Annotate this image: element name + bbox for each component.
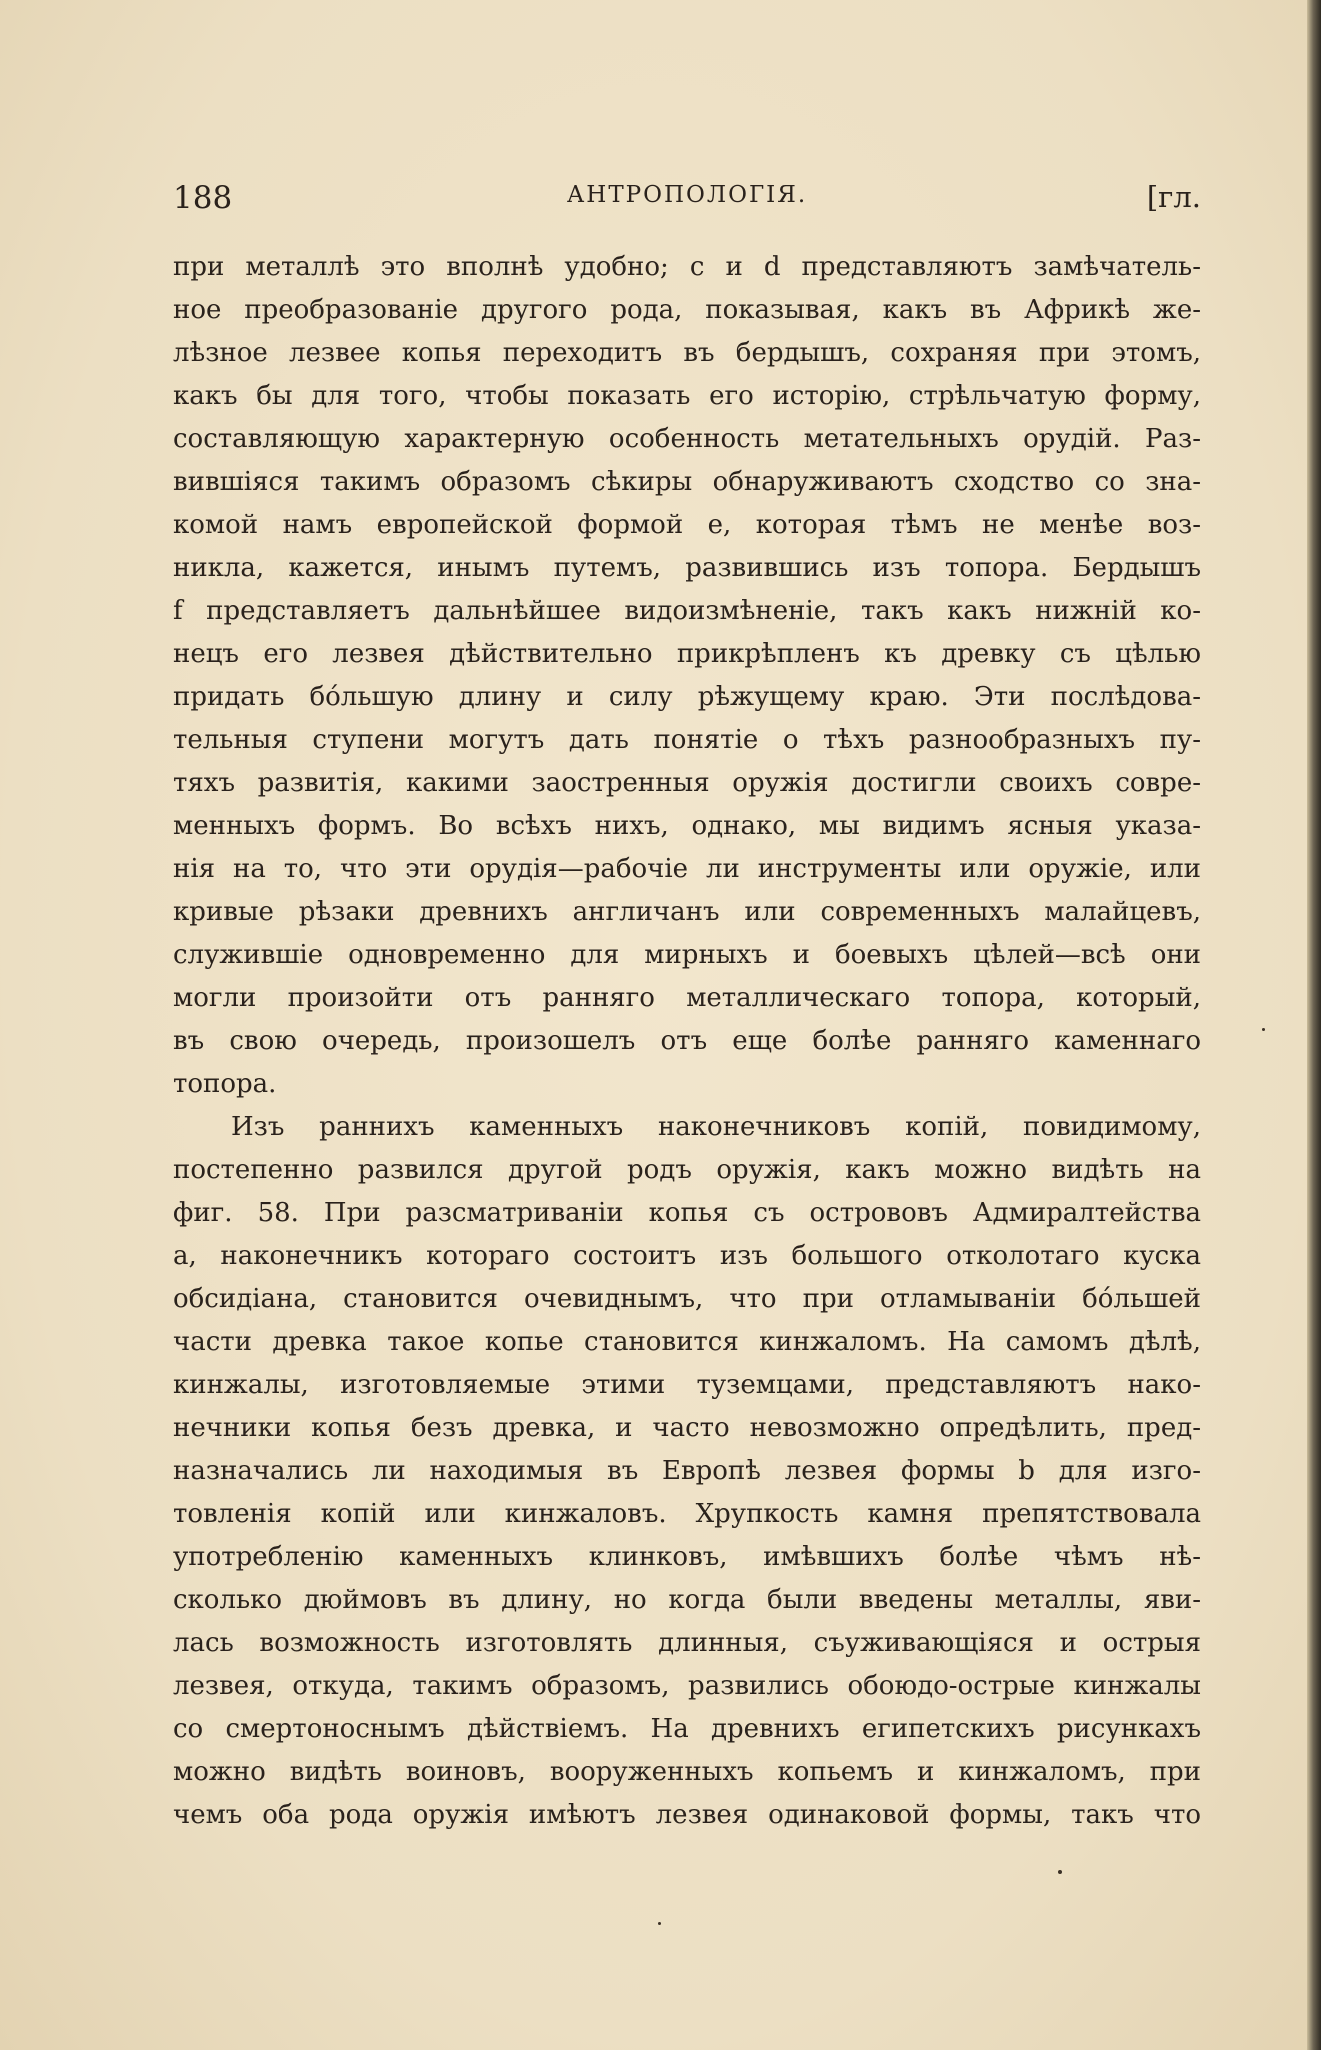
running-title: АНТРОПОЛОГІЯ. (566, 182, 808, 208)
text-line: фиг. 58. При разсматриваніи копья съ острововъ Адмиралтейства (173, 1198, 1201, 1228)
text-line: менныхъ формъ. Во всѣхъ нихъ, однако, мы видимъ ясныя указа- (173, 811, 1201, 841)
text-line: при металлѣ это вполнѣ удобно; c и d представляютъ замѣчатель- (173, 252, 1201, 282)
text-line: могли произойти отъ ранняго металлическаго топора, который, (173, 983, 1201, 1013)
text-line: постепенно развился другой родъ оружія, какъ можно видѣть на (173, 1155, 1201, 1185)
text-line: придать бо́льшую длину и силу рѣжущему краю. Эти послѣдова- (173, 682, 1201, 712)
text-line: вившіяся такимъ образомъ сѣкиры обнаруживаютъ сходство со зна- (173, 467, 1201, 497)
text-line: никла, кажется, инымъ путемъ, развившись изъ топора. Бердышъ (173, 553, 1201, 583)
text-line: составляющую характерную особенность метательныхъ орудій. Раз- (173, 424, 1201, 454)
text-line: въ свою очередь, произошелъ отъ еще болѣе ранняго каменнаго (173, 1026, 1201, 1056)
text-line: лезвея, откуда, такимъ образомъ, развились обоюдо-острые кинжалы (173, 1671, 1201, 1701)
text-line: обсидіана, становится очевиднымъ, что при отламываніи бо́льшей (173, 1284, 1201, 1314)
text-line: лѣзное лезвее копья переходитъ въ бердышъ, сохраняя при этомъ, (173, 338, 1201, 368)
text-line: какъ бы для того, чтобы показать его исторію, стрѣльчатую форму, (173, 381, 1201, 411)
text-line: употребленію каменныхъ клинковъ, имѣвшихъ болѣе чѣмъ нѣ- (173, 1542, 1201, 1572)
text-line: тяхъ развитія, какими заостренныя оружія достигли своихъ совре- (173, 768, 1201, 798)
text-line: чемъ оба рода оружія имѣютъ лезвея одинаковой формы, такъ что (173, 1800, 1201, 1830)
text-line: a, наконечникъ котораго состоитъ изъ большого отколотаго куска (173, 1241, 1201, 1271)
text-line: f представляетъ дальнѣйшее видоизмѣненіе, такъ какъ нижній ко- (173, 596, 1201, 626)
chapter-mark: [гл. (1146, 180, 1201, 214)
paper-speck (1058, 1870, 1062, 1874)
paper-speck (658, 1922, 661, 1925)
text-line: сколько дюймовъ въ длину, но когда были введены металлы, яви- (173, 1585, 1201, 1615)
text-line: части древка такое копье становится кинжаломъ. На самомъ дѣлѣ, (173, 1327, 1201, 1357)
text-line: комой намъ европейской формой e, которая тѣмъ не менѣе воз- (173, 510, 1201, 540)
text-line: кривые рѣзаки древнихъ англичанъ или современныхъ малайцевъ, (173, 897, 1201, 927)
paragraph-start-line: Изъ раннихъ каменныхъ наконечниковъ копій, повидимому, (231, 1112, 1201, 1142)
text-line: нечники копья безъ древка, и часто невозможно опредѣлить, пред- (173, 1413, 1201, 1443)
page-edge-shadow (1307, 0, 1321, 2050)
text-line: со смертоноснымъ дѣйствіемъ. На древнихъ египетскихъ рисункахъ (173, 1714, 1201, 1744)
text-line: ное преобразованіе другого рода, показывая, какъ въ Африкѣ же- (173, 295, 1201, 325)
paper-speck (1262, 1028, 1265, 1031)
text-line: кинжалы, изготовляемые этими туземцами, представляютъ нако- (173, 1370, 1201, 1400)
text-line: лась возможность изготовлять длинныя, съуживающіяся и острыя (173, 1628, 1201, 1658)
text-line: тельныя ступени могутъ дать понятіе о тѣхъ разнообразныхъ пу- (173, 725, 1201, 755)
text-line: назначались ли находимыя въ Европѣ лезвея формы b для изго- (173, 1456, 1201, 1486)
text-line: служившіе одновременно для мирныхъ и боевыхъ цѣлей—всѣ они (173, 940, 1201, 970)
body-text (173, 246, 1201, 1837)
text-line: товленія копій или кинжаловъ. Хрупкость камня препятствовала (173, 1499, 1201, 1529)
paragraph-end-line: топора. (173, 1069, 277, 1099)
page-number: 188 (173, 180, 233, 216)
page-header (173, 176, 1201, 220)
text-line: нія на то, что эти орудія—рабочіе ли инструменты или оружіе, или (173, 854, 1201, 884)
text-line: нецъ его лезвея дѣйствительно прикрѣпленъ къ древку съ цѣлью (173, 639, 1201, 669)
text-line: можно видѣть воиновъ, вооруженныхъ копьемъ и кинжаломъ, при (173, 1757, 1201, 1787)
